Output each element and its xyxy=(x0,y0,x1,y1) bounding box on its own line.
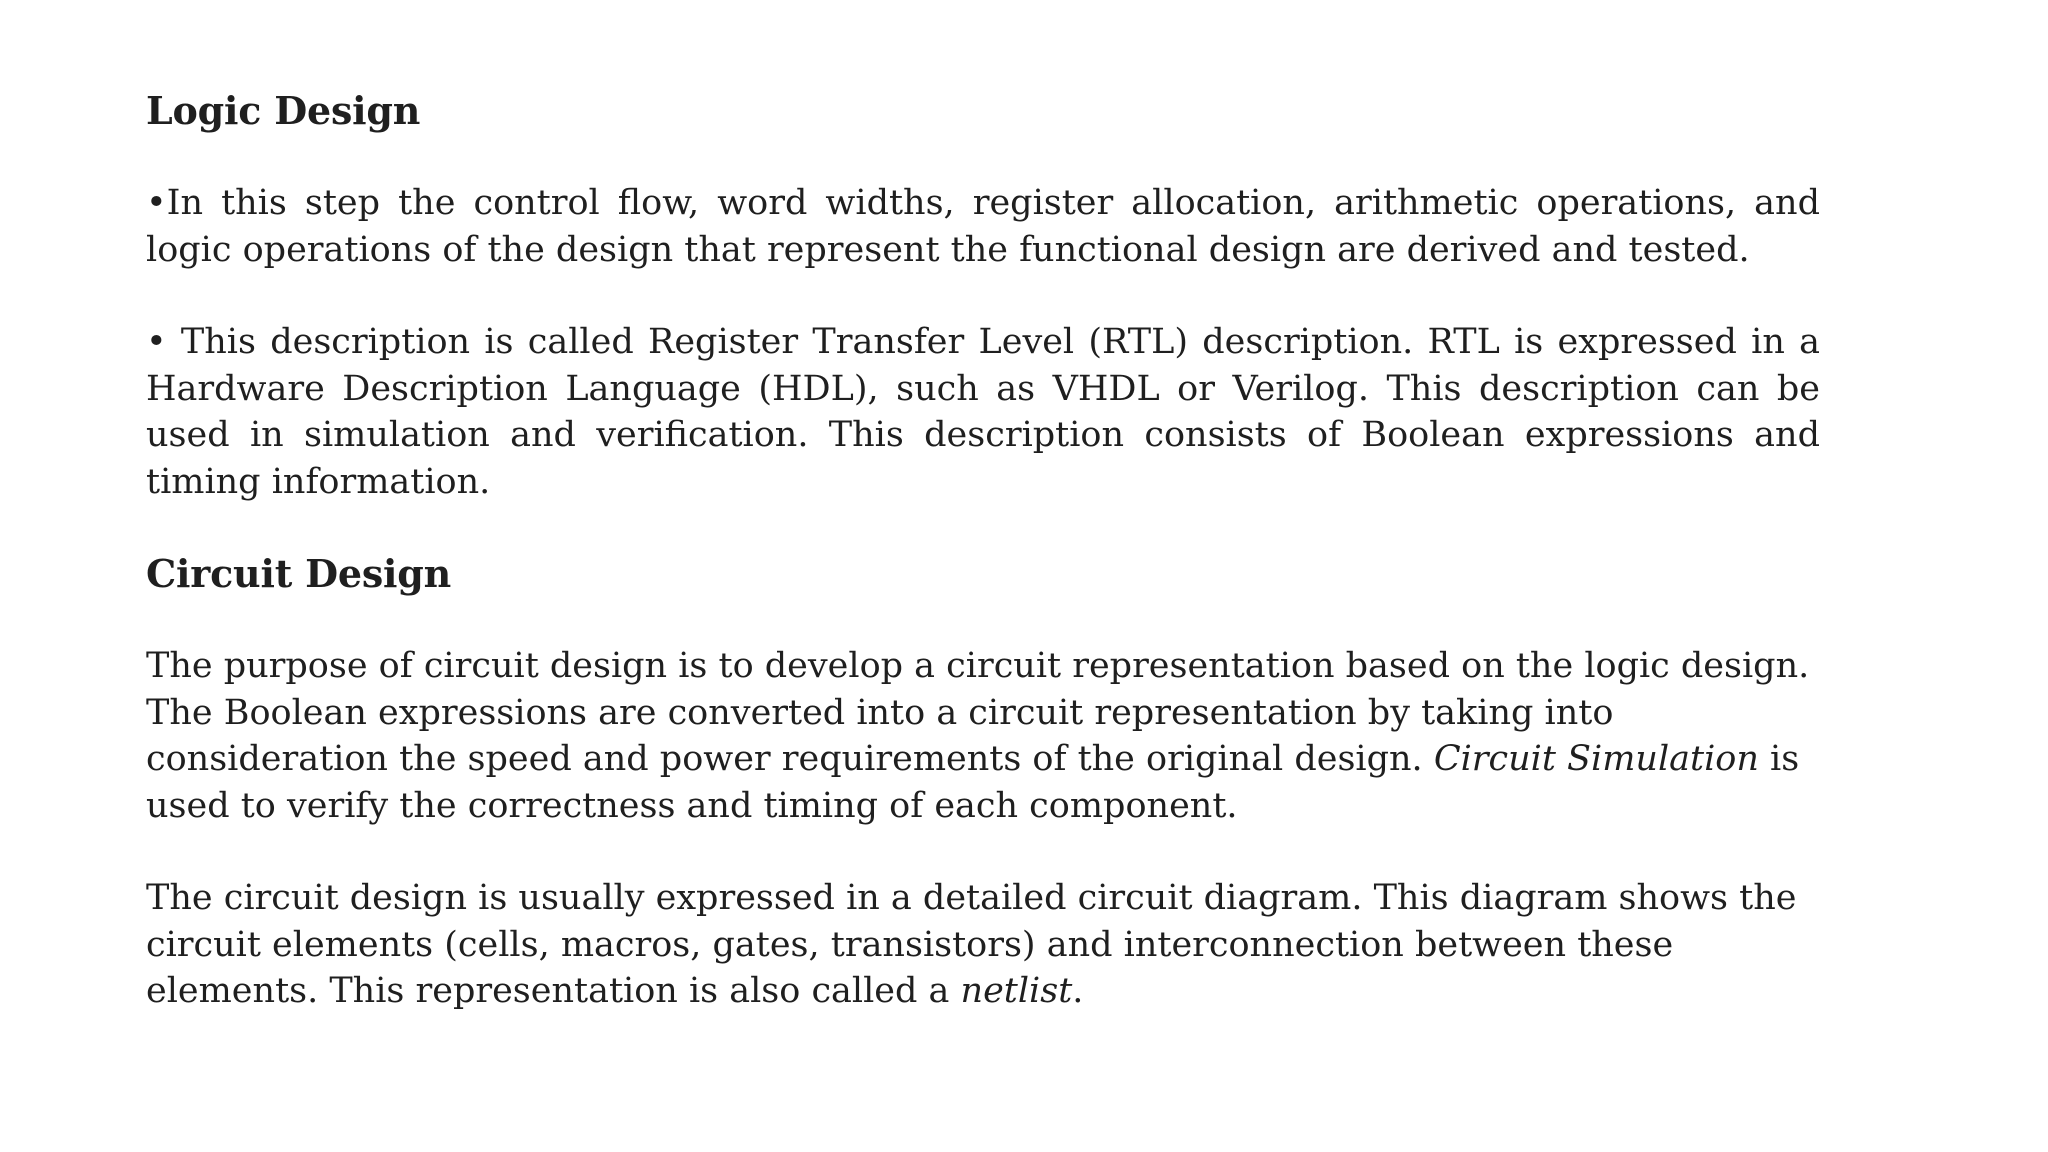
circuit-design-paragraph-1 xyxy=(146,643,1820,829)
slide-content xyxy=(146,88,1820,1061)
circuit-design-p1-text-end: is used to verify the correctness and timing of each component. xyxy=(146,739,1800,826)
circuit-design-paragraph-2 xyxy=(146,875,1820,1015)
circuit-simulation-term: Circuit Simulation xyxy=(1433,739,1759,779)
circuit-design-p2-text: The circuit design is usually expressed in a detailed circuit diagram. This diagram shows the circuit elements (cells, macros, gates, transistors) and interconnection between these elements. This representation is also called a xyxy=(146,878,1797,1011)
logic-design-bullet-1: •In this step the control flow, word widths, register allocation, arithmetic operations, and logic operations of the design that represent the functional design are derived and tested. xyxy=(146,183,1820,270)
netlist-term: netlist xyxy=(960,971,1073,1011)
logic-design-heading: Logic Design xyxy=(146,88,421,133)
logic-design-bullet-2: • This description is called Register Transfer Level (RTL) description. RTL is expressed in a Hardware Description Language (HDL), such as VHDL or Verilog. This description can be used in simulation and verification. This description consists of Boolean expressions and timing information. xyxy=(146,322,1820,502)
circuit-design-p1-text: The purpose of circuit design is to develop a circuit representation based on the logic design. The Boolean expressions are converted into a circuit representation by taking into consideration the speed and power requirements of the original design. xyxy=(146,646,1810,779)
circuit-design-heading: Circuit Design xyxy=(146,551,452,596)
circuit-design-p2-text-end: . xyxy=(1072,971,1084,1011)
